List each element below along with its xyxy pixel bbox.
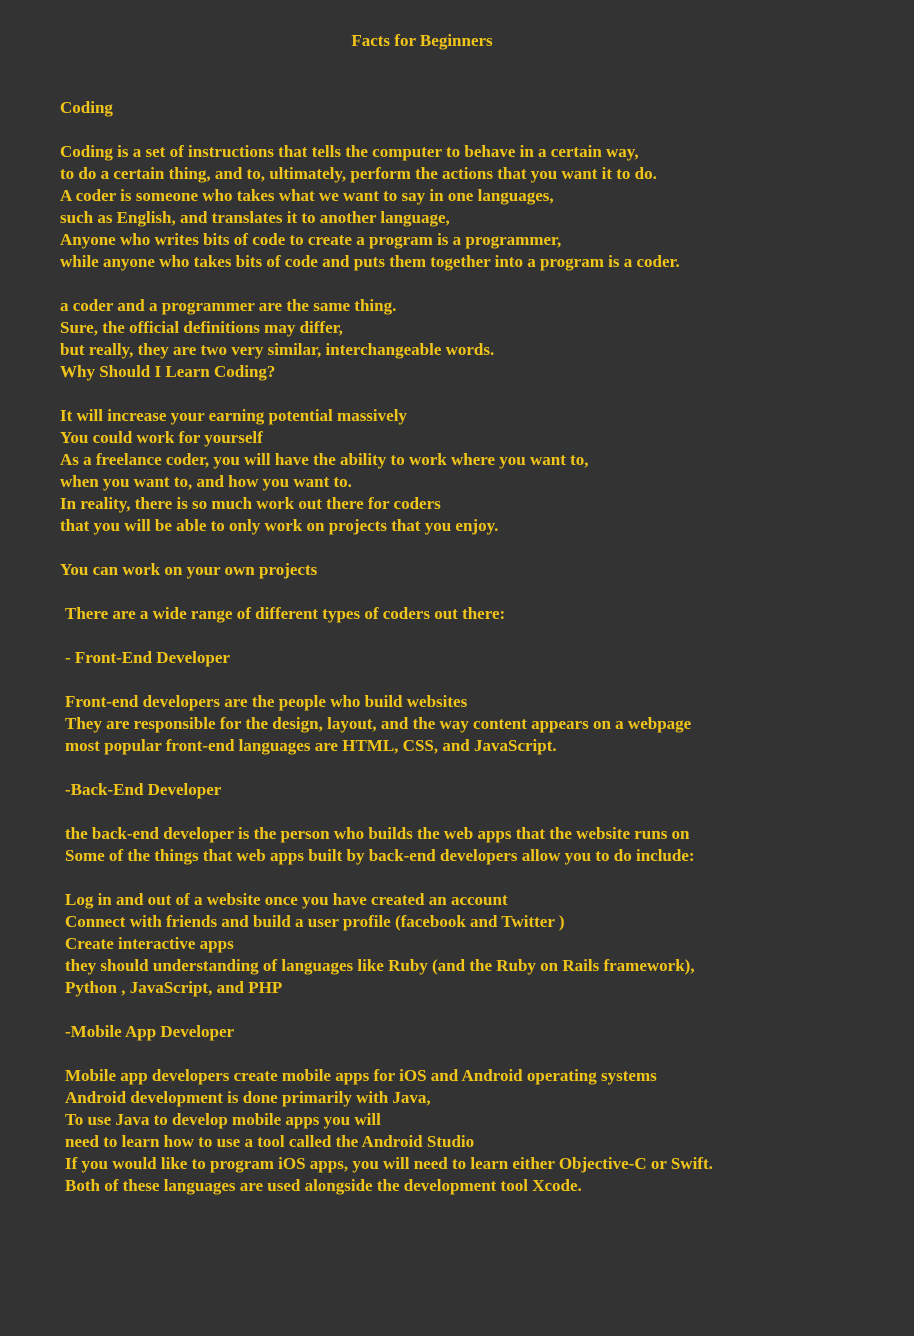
text-line: Mobile app developers create mobile apps for iOS and Android operating systems (65, 1066, 657, 1085)
text-line: that you will be able to only work on projects that you enjoy. (60, 516, 499, 535)
text-line: a coder and a programmer are the same thing. (60, 296, 397, 315)
text-line: A coder is someone who takes what we want to say in one languages, (60, 186, 554, 205)
text-line: You can work on your own projects (60, 560, 318, 579)
text-line: such as English, and translates it to another language, (60, 208, 450, 227)
text-line: they should understanding of languages like Ruby (and the Ruby on Rails framework), (65, 956, 695, 975)
text-line: when you want to, and how you want to. (60, 472, 352, 491)
text-line: but really, they are two very similar, interchangeable words. (60, 340, 495, 359)
section-heading-mobile-app: -Mobile App Developer (65, 1022, 235, 1041)
text-line: Create interactive apps (65, 934, 234, 953)
text-line: Some of the things that web apps built by back-end developers allow you to do include: (65, 846, 695, 865)
text-line: If you would like to program iOS apps, you will need to learn either Objective-C or Swift. (65, 1154, 713, 1173)
text-line: Sure, the official definitions may differ, (60, 318, 343, 337)
text-line: Both of these languages are used alongside the development tool Xcode. (65, 1176, 582, 1195)
text-line: As a freelance coder, you will have the ability to work where you want to, (60, 450, 589, 469)
text-line: the back-end developer is the person who builds the web apps that the website runs on (65, 824, 690, 843)
text-line: Front-end developers are the people who build websites (65, 692, 468, 711)
coder-types-intro: There are a wide range of different types of coders out there: (65, 604, 506, 623)
section-heading-back-end: -Back-End Developer (65, 780, 222, 799)
text-line: Connect with friends and build a user profile (facebook and Twitter ) (65, 912, 565, 931)
text-line: to do a certain thing, and to, ultimately, perform the actions that you want it to do. (60, 164, 657, 183)
text-line: while anyone who takes bits of code and puts them together into a program is a coder. (60, 252, 680, 271)
text-line: Coding is a set of instructions that tells the computer to behave in a certain way, (60, 142, 639, 161)
text-line: Android development is done primarily with Java, (65, 1088, 431, 1107)
text-line: Anyone who writes bits of code to create a program is a programmer, (60, 230, 562, 249)
section-heading-front-end: - Front-End Developer (65, 648, 230, 667)
text-line: In reality, there is so much work out there for coders (60, 494, 441, 513)
text-line: To use Java to develop mobile apps you will (65, 1110, 381, 1129)
text-line: It will increase your earning potential massively (60, 406, 407, 425)
subheading-why-learn-coding: Why Should I Learn Coding? (60, 362, 276, 381)
page-title: Facts for Beginners (351, 31, 493, 50)
text-line: Python , JavaScript, and PHP (65, 978, 283, 997)
section-heading-coding: Coding (60, 98, 113, 117)
text-line: They are responsible for the design, layout, and the way content appears on a webpage (65, 714, 692, 733)
text-line: Log in and out of a website once you have created an account (65, 890, 508, 909)
article-body (60, 97, 900, 1197)
text-line: You could work for yourself (60, 428, 263, 447)
text-line: most popular front-end languages are HTML, CSS, and JavaScript. (65, 736, 557, 755)
text-line: need to learn how to use a tool called the Android Studio (65, 1132, 475, 1151)
